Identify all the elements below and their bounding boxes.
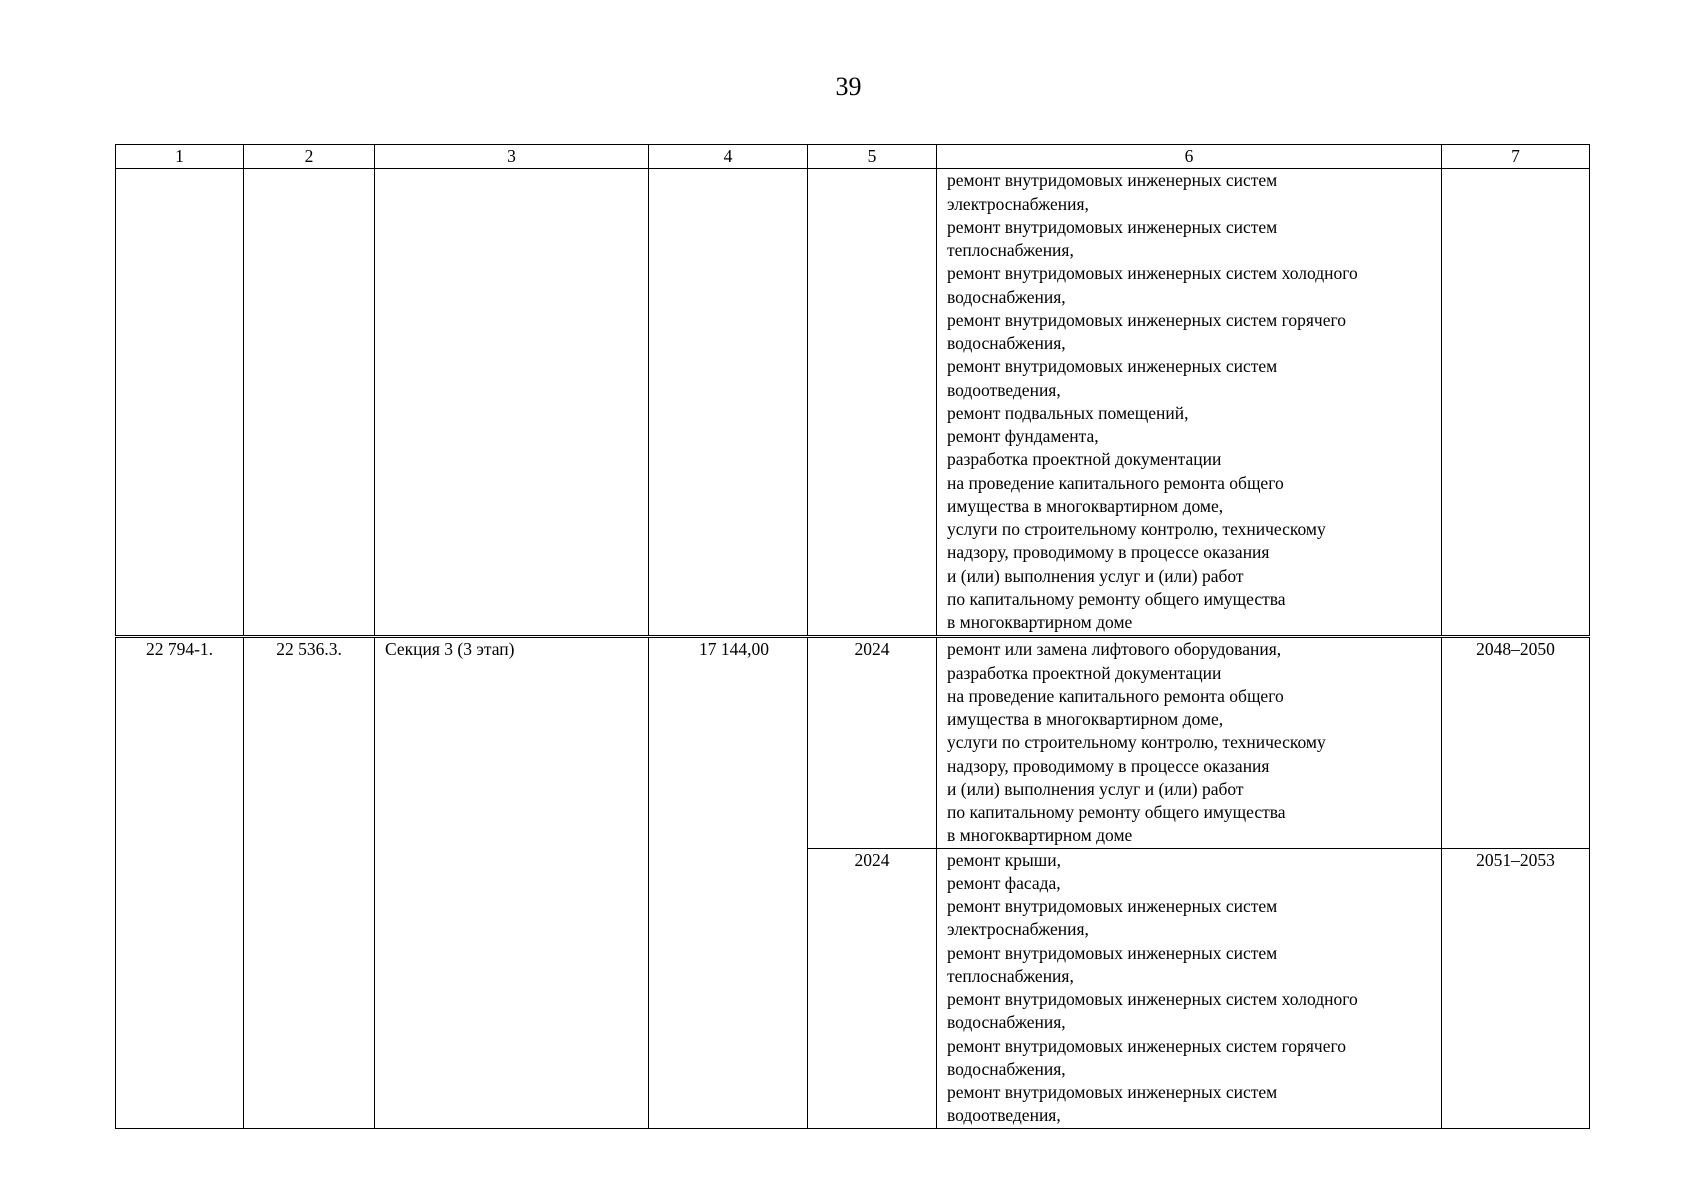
work-line: водоснабжения, — [947, 333, 1066, 353]
work-line: на проведение капитального ремонта общего — [947, 685, 1284, 706]
work-line: и (или) выполнения услуг и (или) работ — [947, 565, 1244, 586]
work-line: ремонт крыши, — [947, 849, 1061, 870]
empty-cell — [116, 169, 244, 637]
works-table — [115, 144, 1590, 1129]
work-line: ремонт внутридомовых инженерных систем — [947, 1082, 1278, 1102]
period-range: 2048–2050 — [1442, 637, 1590, 848]
record-number-2: 22 536.3. — [244, 637, 375, 1128]
work-line: ремонт внутридомовых инженерных систем — [947, 896, 1278, 916]
work-line: имущества в многоквартирном доме, — [947, 495, 1224, 516]
area-value: 17 144,00 — [649, 637, 808, 1128]
work-line: и (или) выполнения услуг и (или) работ — [947, 778, 1244, 799]
work-line: надзору, проводимому в процессе оказания — [947, 542, 1270, 563]
work-line: ремонт подвальных помещений, — [947, 402, 1189, 423]
work-line: теплоснабжения, — [947, 965, 1074, 986]
work-line: ремонт или замена лифтового оборудования, — [947, 639, 1282, 660]
work-line: по капитальному ремонту общего имущества — [947, 802, 1286, 822]
work-line: ремонт внутридомовых инженерных систем горячего — [947, 309, 1346, 330]
column-number: 5 — [808, 145, 937, 169]
work-line: водоснабжения, — [947, 286, 1066, 307]
column-number: 2 — [244, 145, 375, 169]
work-line: имущества в многоквартирном доме, — [947, 709, 1224, 729]
object-name: Секция 3 (3 этап) — [375, 637, 649, 1128]
work-line: ремонт внутридомовых инженерных систем холодного — [947, 263, 1358, 284]
empty-cell — [375, 169, 649, 637]
empty-cell — [244, 169, 375, 637]
works-list — [937, 169, 1442, 637]
column-number: 7 — [1442, 145, 1590, 169]
empty-cell — [808, 169, 937, 637]
work-line: услуги по строительному контролю, техническому — [947, 732, 1326, 753]
column-number: 4 — [649, 145, 808, 169]
empty-cell — [1442, 169, 1590, 637]
stage-year: 2024 — [808, 848, 937, 1128]
continuation-row — [116, 169, 1590, 637]
works-list — [937, 637, 1442, 848]
page-number: 39 — [835, 72, 862, 101]
column-number: 3 — [375, 145, 649, 169]
work-line: водоотведения, — [947, 379, 1061, 400]
work-line: услуги по строительному контролю, техническому — [947, 519, 1326, 539]
work-line: разработка проектной документации — [947, 662, 1222, 683]
work-line: водоснабжения, — [947, 1012, 1066, 1033]
work-line: в многоквартирном доме — [947, 612, 1133, 632]
work-line: ремонт внутридомовых инженерных систем — [947, 216, 1278, 237]
period-range: 2051–2053 — [1442, 848, 1590, 1128]
empty-cell — [649, 169, 808, 637]
work-line: ремонт внутридомовых инженерных систем — [947, 356, 1278, 377]
work-line: электроснабжения, — [947, 193, 1089, 214]
work-line: ремонт внутридомовых инженерных систем — [947, 942, 1278, 963]
column-number: 1 — [116, 145, 244, 169]
work-line: ремонт фундамента, — [947, 426, 1099, 446]
work-line: электроснабжения, — [947, 919, 1089, 940]
work-line: ремонт внутридомовых инженерных систем горячего — [947, 1035, 1346, 1056]
work-line: надзору, проводимому в процессе оказания — [947, 755, 1270, 776]
work-line: водоснабжения, — [947, 1058, 1066, 1079]
work-line: теплоснабжения, — [947, 240, 1074, 260]
work-line: разработка проектной документации — [947, 449, 1222, 470]
work-line: ремонт внутридомовых инженерных систем — [947, 170, 1278, 191]
stage-year: 2024 — [808, 637, 937, 848]
work-line: по капитальному ремонту общего имущества — [947, 588, 1286, 609]
work-line: на проведение капитального ремонта общего — [947, 472, 1284, 493]
table-row — [116, 637, 1590, 848]
work-line: ремонт фасада, — [947, 872, 1061, 893]
column-number: 6 — [937, 145, 1442, 169]
works-list — [937, 848, 1442, 1128]
work-line: ремонт внутридомовых инженерных систем холодного — [947, 989, 1358, 1009]
work-line: водоотведения, — [947, 1105, 1061, 1126]
record-number-1: 22 794-1. — [116, 637, 244, 1128]
column-number-row — [116, 145, 1590, 169]
work-line: в многоквартирном доме — [947, 825, 1133, 846]
